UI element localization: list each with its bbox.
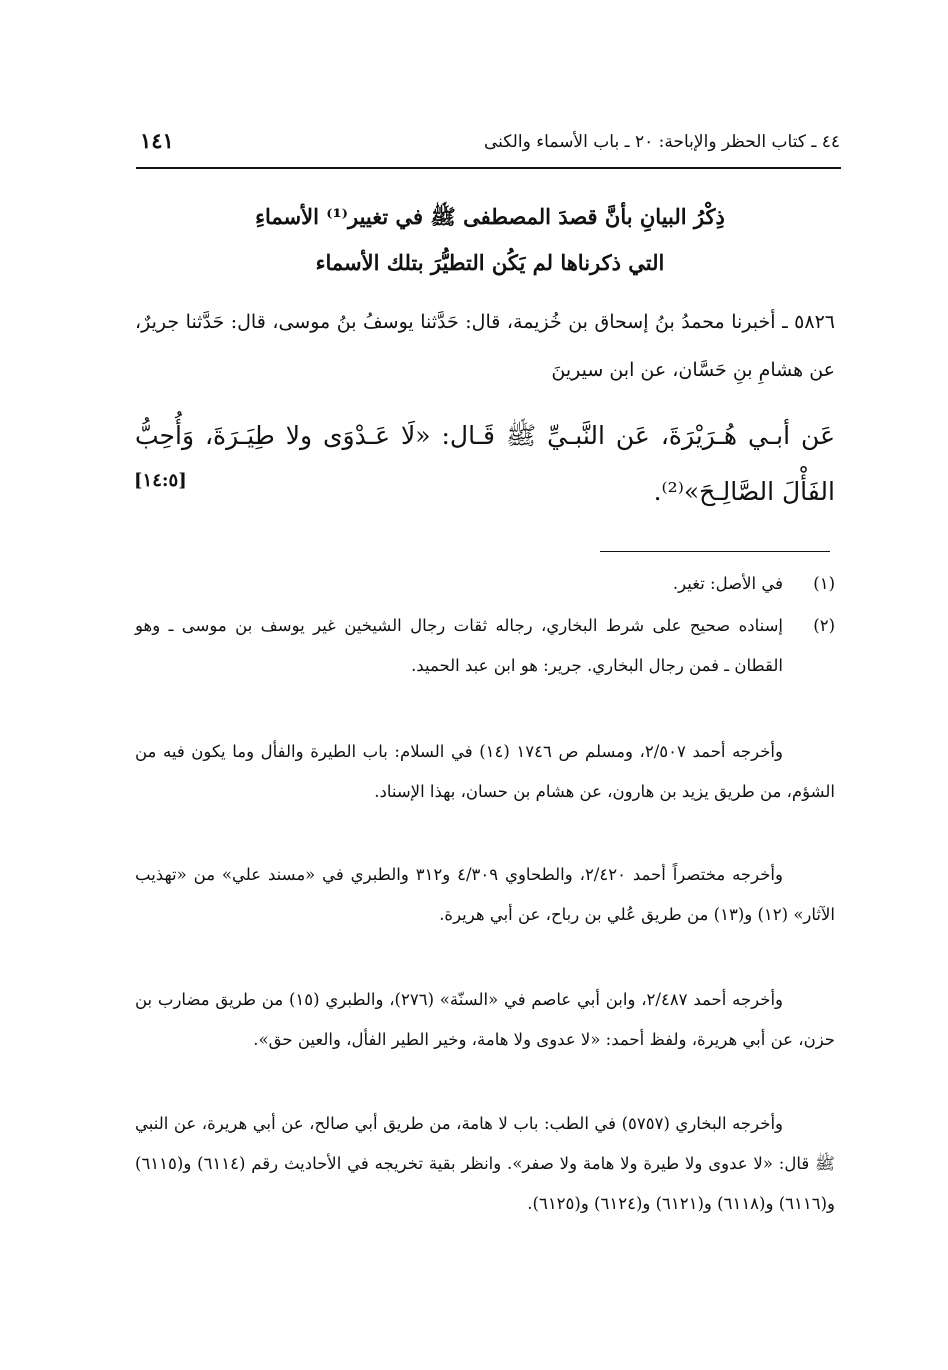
heading-line-2: التي ذكرناها لم يَكُن التطيُّرَ بتلك الأسماء <box>315 250 665 275</box>
footnote-2-paragraph-1: وأخرجه أحمد ٢/٥٠٧، ومسلم ص ١٧٤٦ (١٤) في السلام: باب الطيرة والفأل وما يكون فيه من الشؤم، من طريق يزيد بن هارون، عن هشام بن حسان، بهذا الإسناد. <box>135 742 835 801</box>
footnote-separator <box>600 551 830 552</box>
running-head-title: ٤٤ ـ كتاب الحظر والإباحة: ٢٠ ـ باب الأسماء والكنى <box>483 132 840 152</box>
footnote-1-text: في الأصل: تغير. <box>672 574 783 593</box>
matn-text: عَن أبـي هُـرَيْرَةَ، عَن النَّبـيِّ ﷺ قَـال: «لَا عَـدْوَى ولا طِيَـرَةَ، وَأُحِبُّ الفَأْلَ الصَّالِـحَ»⁽²⁾. <box>135 421 835 506</box>
hadith-reference: [١٤:٥] <box>134 470 187 491</box>
running-head <box>140 128 840 162</box>
footnote-2-paragraph-3: وأخرجه أحمد ٢/٤٨٧، وابن أبي عاصم في «السنّة» (٢٧٦)، والطبري (١٥) من طريق مضارب بن حزن، عن أبي هريرة، ولفظ أحمد: «لا عدوى ولا هامة، وخير الطير الفأل، والعين حق». <box>135 990 835 1049</box>
page-number: ١٤١ <box>140 128 174 153</box>
footnote-2-paragraph-2: وأخرجه مختصراً أحمد ٢/٤٢٠، والطحاوي ٤/٣٠٩ و٣١٢ والطبري في «مسند علي» من «تهذيب الآثار» (١٢) و(١٣) من طريق عُلي بن رباح، عن أبي هريرة. <box>135 865 835 924</box>
heading-line-1: ذِكْرُ البيانِ بأنَّ قصدَ المصطفى ﷺ في تغيير⁽¹⁾ الأسماءِ <box>255 204 725 229</box>
footnote-2 <box>135 606 835 686</box>
footnote-1-number: (١) <box>813 574 835 593</box>
footnote-2-text: إسناده صحيح على شرط البخاري، رجاله ثقات رجال الشيخين غير يوسف بن موسى ـ وهو القطان ـ فمن رجال البخاري. جرير: هو ابن عبد الحميد. <box>135 616 783 675</box>
chapter-heading <box>140 194 840 286</box>
header-rule <box>136 167 841 169</box>
isnad-text: ٥٨٢٦ ـ أخبرنا محمدُ بنُ إسحاق بن خُزيمة، قال: حَدَّثنا يوسفُ بنُ موسى، قال: حَدَّثنا جريرٌ، عن هشامِ بنِ حَسَّان، عن ابن سيرينَ <box>135 311 835 381</box>
hadith-matn <box>135 408 835 520</box>
footnote-2-paragraph-4: وأخرجه البخاري (٥٧٥٧) في الطب: باب لا هامة، من طريق أبي صالح، عن أبي هريرة، عن النبي ﷺ قال: «لا عدوى ولا طيرة ولا هامة ولا صفر». وانظر بقية تخريجه في الأحاديث رقم (٦١١٤) و(٦١١٥) و(٦١١٦) و(٦١١٨) و(٦١٢١) و(٦١٢٤) و(٦١٢٥). <box>135 1114 835 1213</box>
footnote-2-number: (٢) <box>813 616 835 635</box>
footnote-1 <box>135 564 835 604</box>
hadith-isnad <box>135 298 835 394</box>
